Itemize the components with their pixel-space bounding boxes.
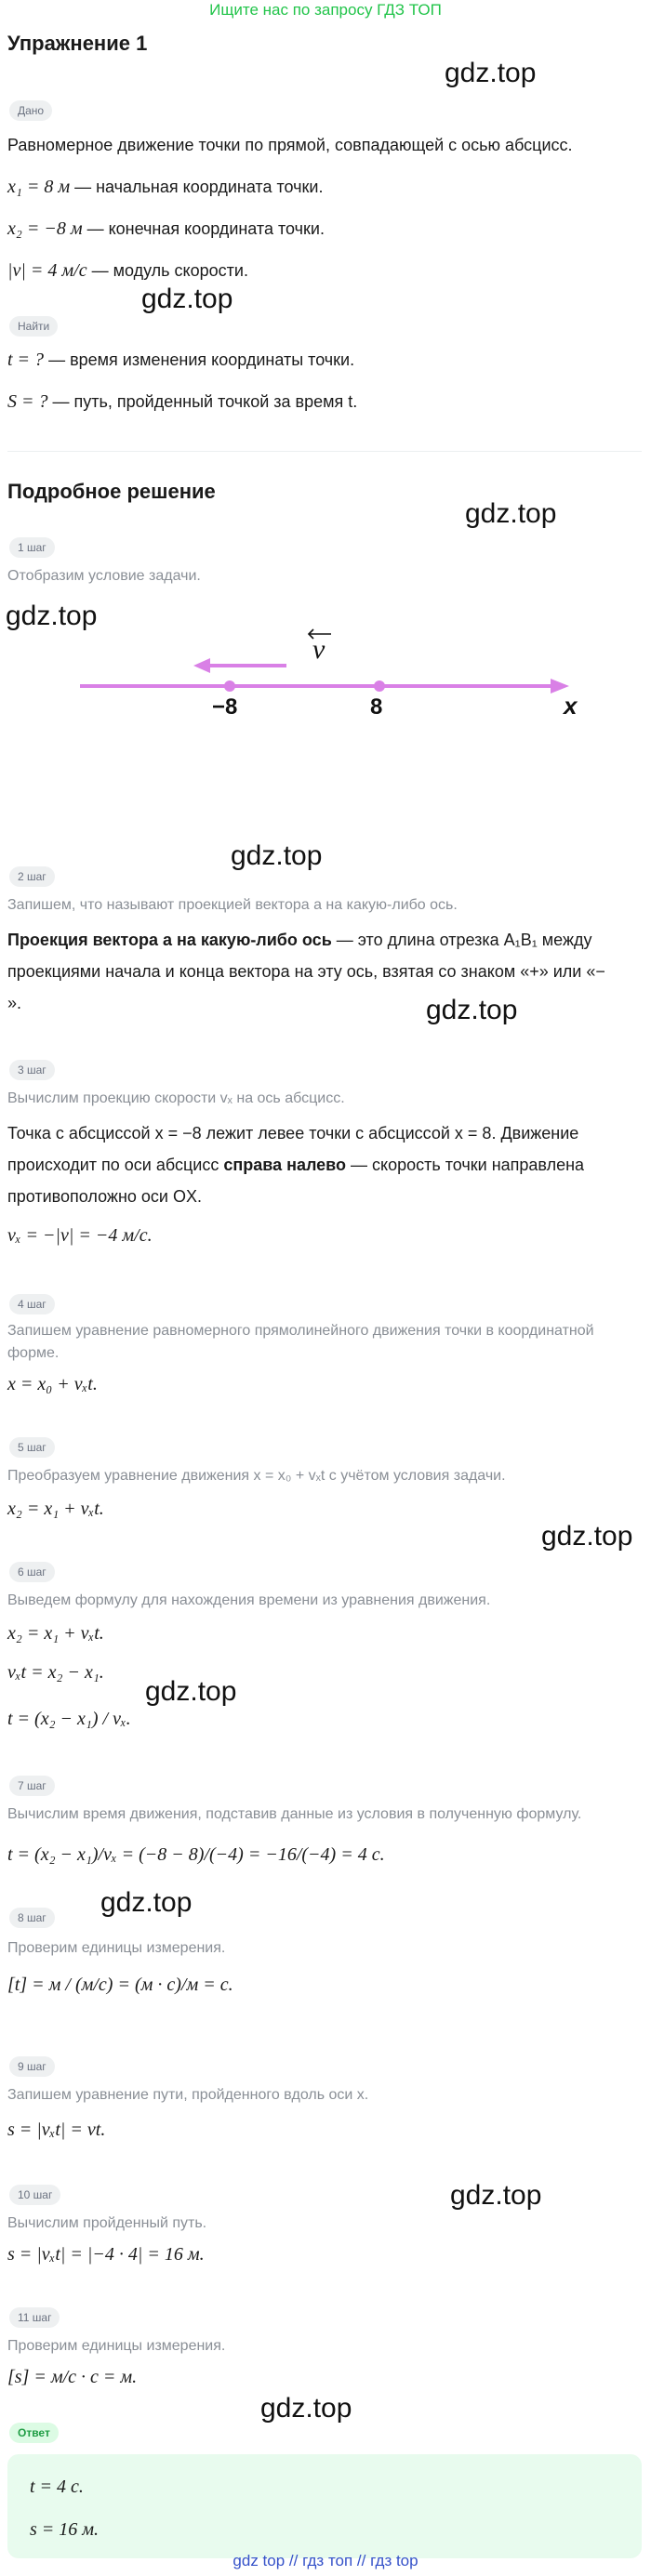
watermark: gdz.top <box>231 840 323 871</box>
answer-line-2: s = 16 м. <box>30 2519 100 2540</box>
solution-title: Подробное решение <box>7 480 216 503</box>
divider <box>7 451 642 452</box>
watermark: gdz.top <box>141 284 233 314</box>
watermark: gdz.top <box>450 2180 542 2211</box>
step-4-badge: 4 шаг <box>9 1294 55 1314</box>
step-7-formula: t = (x₂ − x₁)/vₓ = (−8 − 8)/(−4) = −16/(−4) = 4 с. <box>7 1844 385 1865</box>
step-6-formula-3: t = (x₂ − x₁) / vₓ. <box>7 1709 131 1729</box>
watermark: gdz.top <box>6 601 98 631</box>
step-8-badge: 8 шаг <box>9 1908 55 1928</box>
step-7-badge: 7 шаг <box>9 1776 55 1796</box>
step-2-body-1: Проекция вектора a на какую-либо ось — это длина отрезка A₁B₁ между <box>7 931 592 949</box>
step-4-text: Запишем уравнение равномерного прямолинейного движения точки в координатной <box>7 1323 594 1339</box>
watermark: gdz.top <box>260 2393 352 2424</box>
answer-line-1: t = 4 с. <box>30 2477 84 2497</box>
step-2-body-2: проекциями начала и конца вектора на эту ось, взятая со знаком «+» или «− <box>7 962 605 981</box>
step-1-text: Отобразим условие задачи. <box>7 568 201 584</box>
step-5-badge: 5 шаг <box>9 1437 55 1458</box>
step-6-text: Выведем формулу для нахождения времени из уравнения движения. <box>7 1592 491 1608</box>
step-9-badge: 9 шаг <box>9 2056 55 2077</box>
step-5-formula: x₂ = x₁ + vₓt. <box>7 1499 104 1519</box>
footer-links[interactable]: gdz top // гдз топ // гдз top <box>232 2552 418 2569</box>
step-10-formula: s = |vₓt| = |−4 · 4| = 16 м. <box>7 2244 205 2265</box>
given-v: |v| = 4 м/с — модуль скорости. <box>7 260 248 281</box>
step-9-formula: s = |vₓt| = vt. <box>7 2120 106 2140</box>
find-badge: Найти <box>9 316 58 337</box>
step-11-formula: [s] = м/с · с = м. <box>7 2367 138 2387</box>
step-3-body-1: Точка с абсциссой x = −8 лежит левее точки с абсциссой x = 8. Движение <box>7 1124 579 1143</box>
step-11-text: Проверим единицы измерения. <box>7 2338 226 2354</box>
step-7-text: Вычислим время движения, подставив данные из условия в полученную формулу. <box>7 1806 582 1822</box>
exercise-title: Упражнение 1 <box>7 32 148 55</box>
step-10-text: Вычислим пройденный путь. <box>7 2215 207 2231</box>
step-10-badge: 10 шаг <box>9 2185 60 2205</box>
find-s: S = ? — путь, пройденный точкой за время t. <box>7 391 358 412</box>
axis-diagram <box>74 621 595 714</box>
step-3-body-3: противоположно оси OX. <box>7 1187 202 1206</box>
given-x1: x₁ = 8 м — начальная координата точки. <box>7 177 324 197</box>
label-minus-8: −8 <box>212 694 238 714</box>
watermark: gdz.top <box>541 1521 633 1552</box>
watermark: gdz.top <box>445 58 537 88</box>
step-3-badge: 3 шаг <box>9 1060 55 1080</box>
axis-label-x: x <box>564 692 578 714</box>
step-2-body-3: ». <box>7 994 22 1012</box>
watermark: gdz.top <box>426 995 518 1025</box>
search-hint-link[interactable]: Ищите нас по запросу ГДЗ ТОП <box>209 1 442 19</box>
given-intro: Равномерное движение точки по прямой, совпадающей с осью абсцисс. <box>7 136 573 154</box>
step-1-badge: 1 шаг <box>9 537 55 558</box>
watermark: gdz.top <box>100 1887 193 1918</box>
step-6-badge: 6 шаг <box>9 1562 55 1582</box>
step-8-text: Проверим единицы измерения. <box>7 1940 226 1956</box>
answer-box <box>7 2454 642 2558</box>
given-x2: x₂ = −8 м — конечная координата точки. <box>7 218 325 239</box>
point-right <box>374 680 385 692</box>
step-3-text: Вычислим проекцию скорости vₓ на ось абсцисс. <box>7 1090 345 1106</box>
step-6-formula-2: vₓt = x₂ − x₁. <box>7 1662 104 1683</box>
given-badge: Дано <box>9 100 52 121</box>
step-9-text: Запишем уравнение пути, пройденного вдоль оси x. <box>7 2087 369 2103</box>
vector-label: v <box>312 634 326 665</box>
find-t: t = ? — время изменения координаты точки. <box>7 350 355 370</box>
step-3-body-2: происходит по оси абсцисс справа налево — скорость точки направлена <box>7 1156 585 1174</box>
step-4-formula: x = x₀ + vₓt. <box>7 1374 98 1394</box>
watermark: gdz.top <box>145 1676 237 1707</box>
step-11-badge: 11 шаг <box>9 2307 60 2328</box>
step-5-text: Преобразуем уравнение движения x = x₀ + vₓt с учётом условия задачи. <box>7 1468 506 1484</box>
step-6-formula-1: x₂ = x₁ + vₓt. <box>7 1623 104 1644</box>
velocity-vector-arrowhead <box>193 658 210 673</box>
step-2-text: Запишем, что называют проекцией вектора a на какую-либо ось. <box>7 897 458 913</box>
step-8-formula: [t] = м / (м/с) = (м · с)/м = с. <box>7 1975 233 1995</box>
step-3-formula: vₓ = −|v| = −4 м/с. <box>7 1225 153 1246</box>
step-4-text-2: форме. <box>7 1345 60 1361</box>
watermark: gdz.top <box>465 498 557 529</box>
label-8: 8 <box>370 694 383 714</box>
step-2-badge: 2 шаг <box>9 866 55 887</box>
point-left <box>224 680 235 692</box>
answer-badge: Ответ <box>9 2423 59 2443</box>
